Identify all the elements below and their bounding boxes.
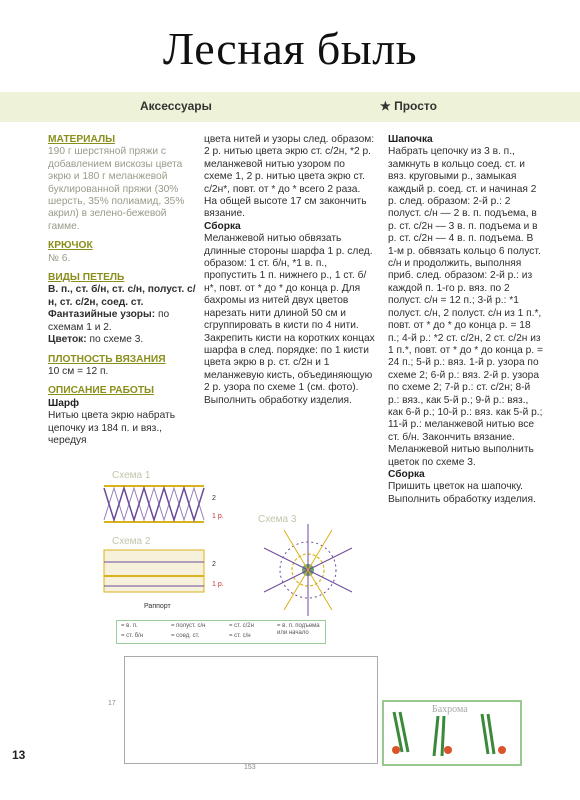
scheme1-chart xyxy=(104,486,204,522)
fringe-label: Бахрома xyxy=(432,704,468,715)
density-text: 10 см = 12 п. xyxy=(48,365,109,377)
flower-instructions: Меланжевой нитью выполнить цветок по схеме 3. xyxy=(388,444,534,468)
materials-heading: МАТЕРИАЛЫ xyxy=(48,134,116,145)
rapport-label: Раппорт xyxy=(144,603,171,610)
page-title: Лесная быль xyxy=(162,23,418,74)
difficulty-label: ★ Просто xyxy=(380,99,437,113)
density-heading: ПЛОТНОСТЬ ВЯЗАНИЯ xyxy=(48,353,166,365)
materials-text: 190 г шерстяной пряжи с добавлением вискозы цвета экрю и 180 г меланжевой буклированной пряжи (30% шерсть, 35% полиамид, 35% акрил) в зелено-бежевой гамме. xyxy=(48,146,185,232)
flower-text: по схеме 3. xyxy=(89,334,144,346)
column-hat xyxy=(388,134,544,506)
page-number: 13 xyxy=(12,748,26,762)
scheme3-chart xyxy=(264,524,352,616)
flower-label: Цветок: xyxy=(48,334,87,346)
scheme2-row1: 1 р. xyxy=(212,581,224,588)
header-band xyxy=(0,92,580,122)
column-scarf xyxy=(204,134,376,407)
fringe-illustration xyxy=(382,700,522,766)
stitches-text: В. п., ст. б/н, ст. с/н, полуст. с/н, ст. с/2н, соед. ст. xyxy=(48,284,196,308)
dimension-height: 17 xyxy=(108,700,116,707)
hat-assembly-text: Пришить цветок на шапочку. Выполнить обработку изделия. xyxy=(388,481,536,505)
legend-half-dc: = полуст. с/н xyxy=(171,623,206,629)
legend-slip: = соед. ст. xyxy=(171,633,200,639)
hook-heading: КРЮЧОК xyxy=(48,240,93,252)
fancy-text: по схемам 1 и 2. xyxy=(48,309,170,333)
scarf-text-cont: цвета нитей и узоры след. образом: 2 р. нитью цвета экрю ст. с/2н, *2 р. меланжевой нитью узором по схеме 1, 2 р. нитью цвета экрю ст. с/2н*, повт. от * до * всего 2 раза. На общей высоте 17 см закончить вязание. xyxy=(204,134,375,220)
legend-dc: = ст. с/н xyxy=(229,633,251,639)
scarf-outline xyxy=(124,656,378,764)
scarf-assembly-heading: Сборка xyxy=(204,220,241,232)
work-heading: ОПИСАНИЕ РАБОТЫ xyxy=(48,385,155,397)
scheme2-label: Схема 2 xyxy=(112,536,151,547)
legend-chain: = в. п. xyxy=(121,623,138,629)
scheme2-chart xyxy=(104,550,204,592)
hat-heading: Шапочка xyxy=(388,134,433,145)
dimension-width: 153 xyxy=(244,764,256,771)
scheme1-label: Схема 1 xyxy=(112,470,151,481)
legend-start: = в. п. подъема или начало xyxy=(277,623,320,636)
scheme1-row1: 1 р. xyxy=(212,513,224,520)
scarf-heading: Шарф xyxy=(48,397,80,409)
scheme2-row2: 2 xyxy=(212,561,216,568)
hat-assembly-heading: Сборка xyxy=(388,468,425,480)
hat-text: Набрать цепочку из 3 в. п., замкнуть в кольцо соед. ст. и вяз. круговыми р., замыкая каждый р. соед. ст. и начиная 2 р. след. образом: 2-й р.: 2 полуст. с/н — 2 в. п. подъема, в р. ст. с/2н — 3 в. п. подъема и в р. ст. с/2н — 4 в. п. подъема. В 1-м р. обвязать кольцо 6 полуст. с/н и продолжить, выполняя приб. след. образом: 2-й р.: из каждой п. 1-го р. вяз. по 2 полуст. с/н = 12 п.; 3-й р.: *1 полуст. с/н, 2 полуст. с/н из 1 п.*, повт. от * до * до конца р. = 18 п.; 4-й р.: *2 ст. с/2н, 2 ст. с/2н из 1 п.*, повт. от * до * до конца р. = 24 п.; 5-й р.: вяз. 1-й р. узора по схеме 2; 6-й р.: вяз. 2-й р. узора по схеме 2; 7-й р.: ст. с/2н; 8-й р.: вяз., как 5-й р.; 9-й р.: вяз., как 6-й р.; 10-й р.: вяз. как 5-й р.; 11-й р.: меланжевой нитью все ст. б/н. Закончить вязание. xyxy=(388,146,543,443)
section-label: Аксессуары xyxy=(140,99,212,113)
column-materials xyxy=(48,134,198,447)
legend-box xyxy=(116,620,326,644)
fancy-label: Фантазийные узоры: xyxy=(48,309,156,321)
scheme1-row2: 2 xyxy=(212,495,216,502)
scheme3-label: Схема 3 xyxy=(258,514,297,525)
scarf-text: Нитью цвета экрю набрать цепочку из 184 п. и вяз., чередуя xyxy=(48,410,175,446)
legend-sc: = ст. б/н xyxy=(121,633,144,639)
legend-dc2: = ст. с/2н xyxy=(229,623,254,629)
scarf-assembly-text: Меланжевой нитью обвязать длинные стороны шарфа 1 р. след. образом: 1 ст. б/н, *1 в. п., пропустить 1 п. нижнего р., 1 ст. б/н*, повт. от * до * до конца р. Для бахромы из нитей двух цветов нарезать нити длиной 50 см и сгруппировать в кисти по 4 нити. Закрепить кисти на коротких концах шарфа в след. порядке: по 1 кисти цвета экрю в р. ст. с/2н и 1 меланжевую кисть, объединяющую 2 р. узора по схеме 1 (см. фото). Выполнить обработку изделия. xyxy=(204,233,375,406)
stitches-heading: ВИДЫ ПЕТЕЛЬ xyxy=(48,272,125,284)
hook-text: № 6. xyxy=(48,252,71,264)
